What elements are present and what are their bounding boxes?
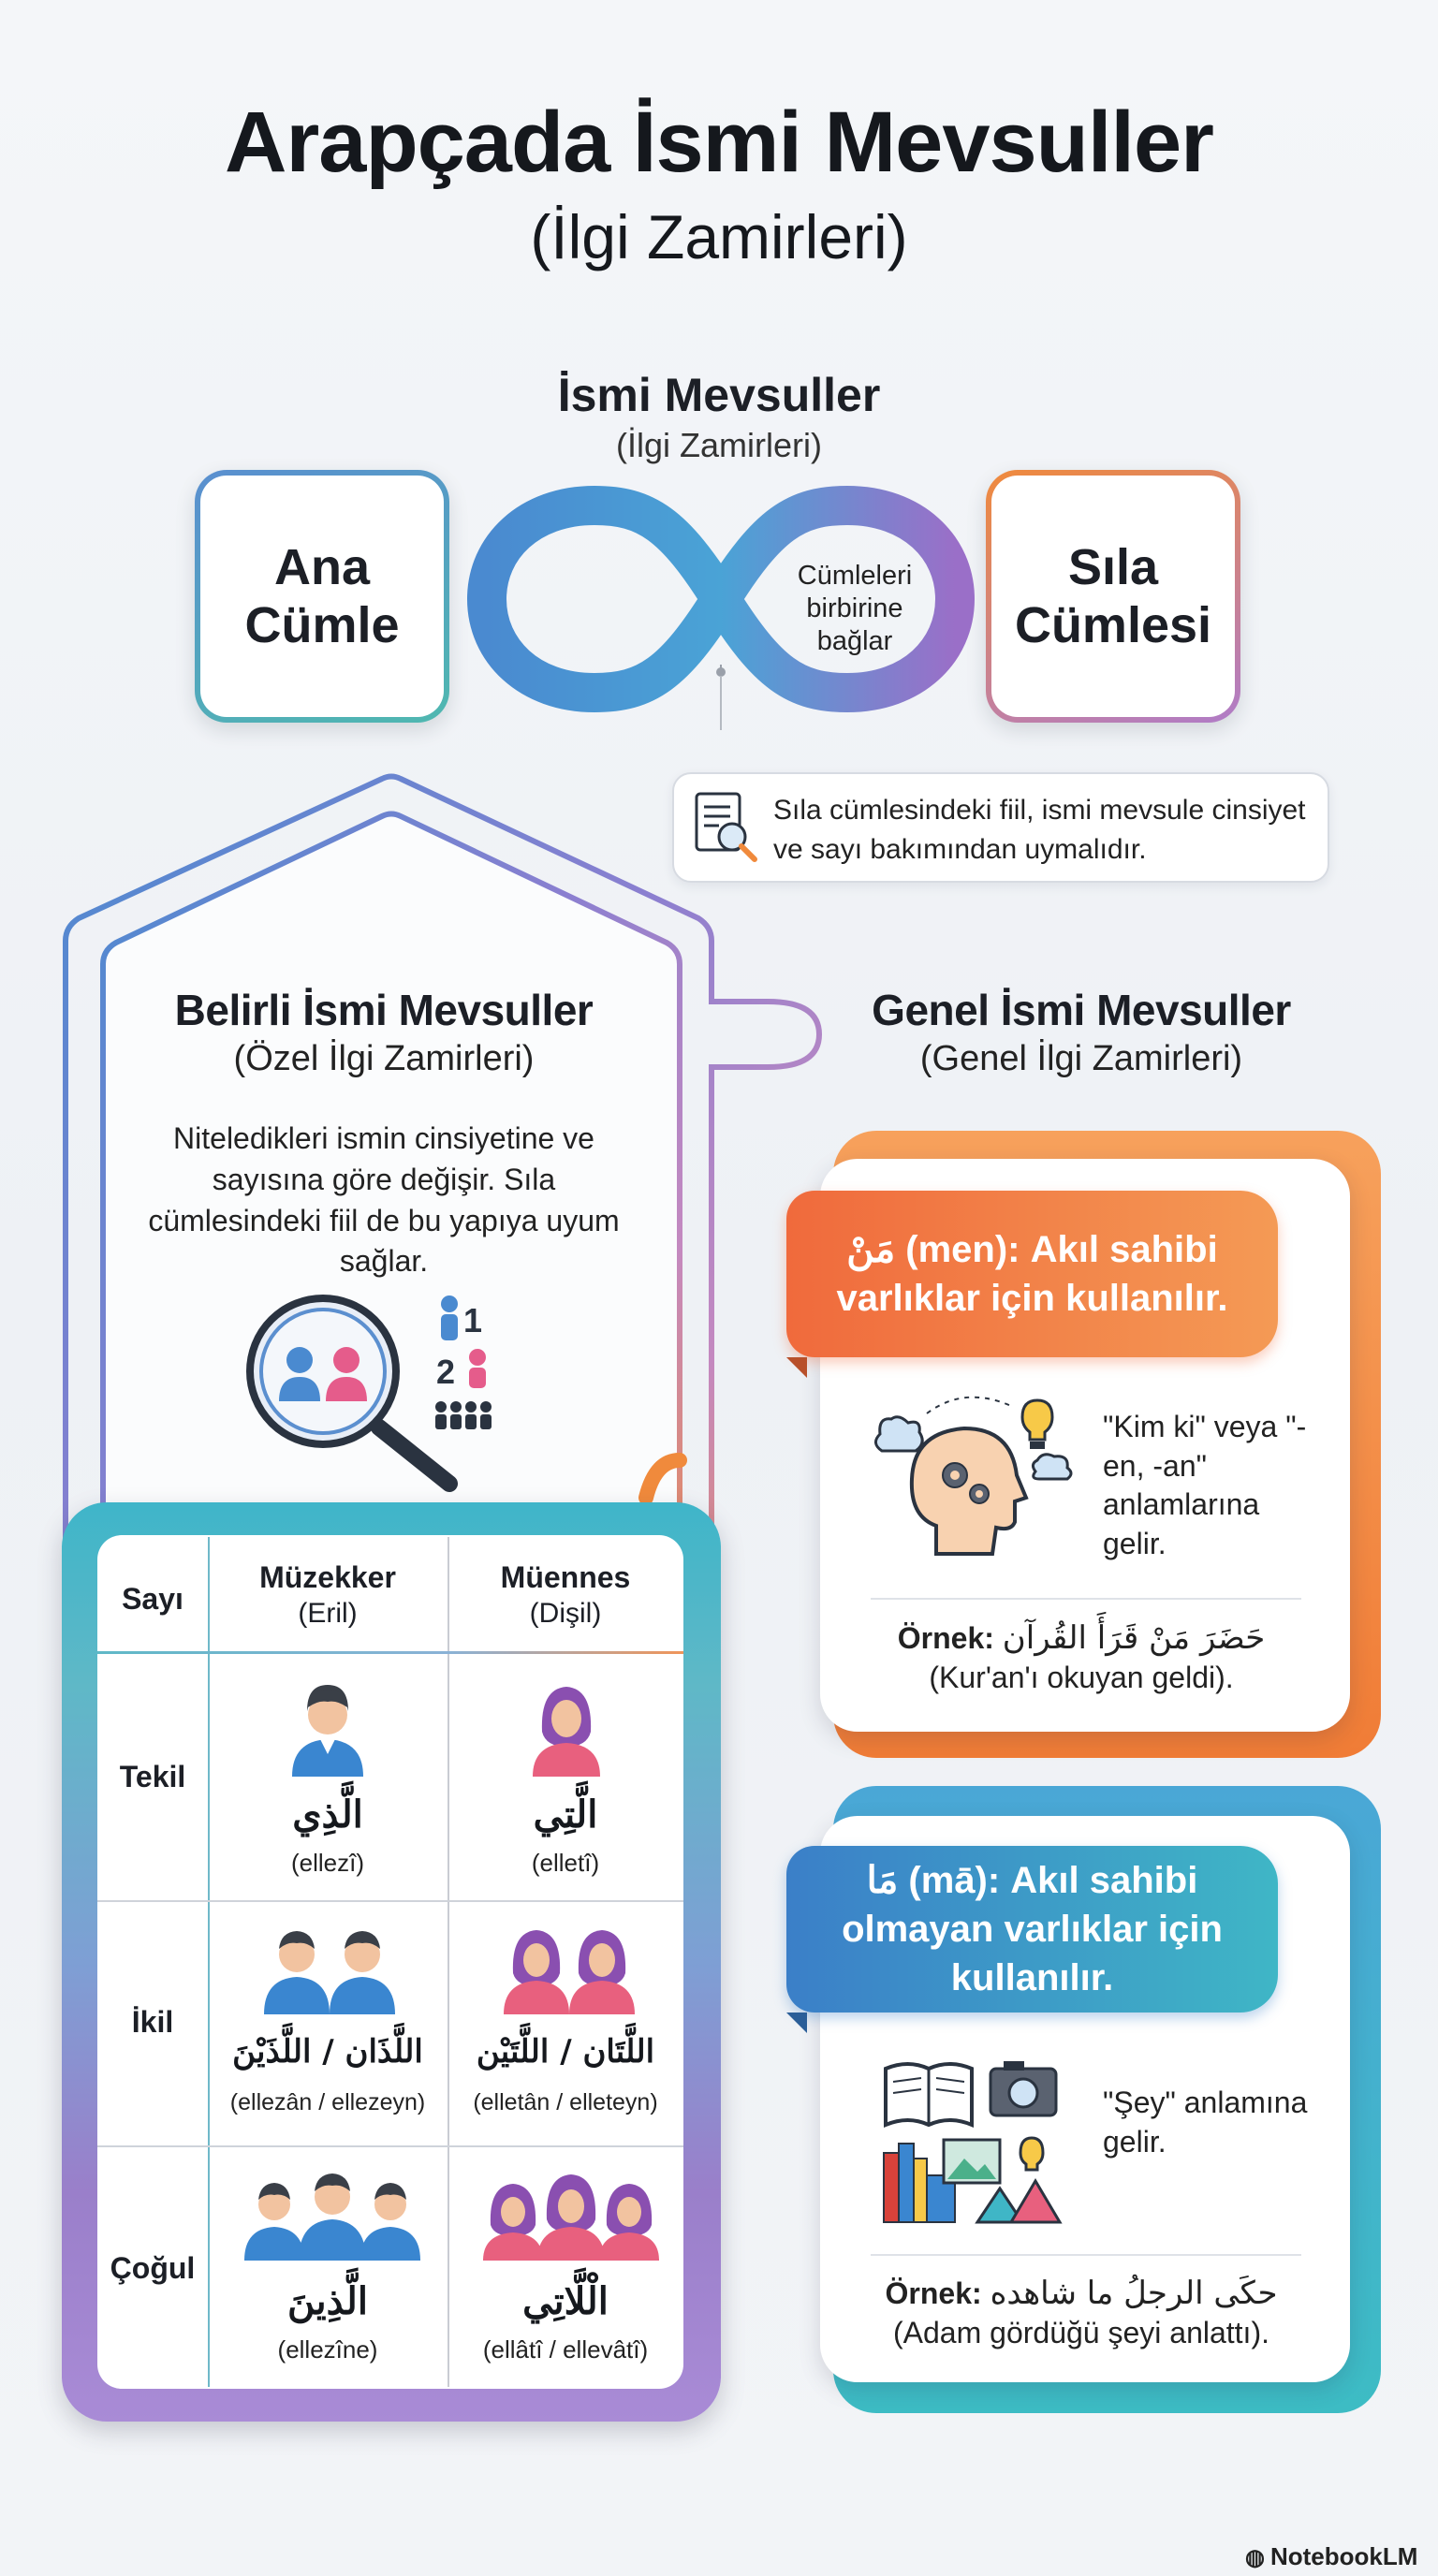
ikil-muzekker-arabic: اللَّذَان / اللَّذَيْنَ bbox=[232, 2033, 423, 2071]
cogul-muzekker-arabic: الَّذِينَ bbox=[287, 2279, 368, 2323]
notebooklm-icon: ◍ bbox=[1245, 2545, 1265, 2570]
plural-male-persons-icon bbox=[239, 2167, 426, 2261]
connector-label: Cümleleri birbirine bağlar bbox=[797, 561, 913, 656]
men-example-label: Örnek: bbox=[897, 1621, 994, 1655]
footer-brand: NotebookLM bbox=[1269, 2542, 1418, 2570]
ikil-muennes-translit: (elletân / elleteyn) bbox=[473, 2089, 658, 2115]
table-header-divider bbox=[97, 1651, 683, 1654]
genel-title: Genel İsmi Mevsuller bbox=[872, 986, 1291, 1034]
table-header-muennes bbox=[448, 1559, 683, 1632]
belirli-title: Belirli İsmi Mevsuller bbox=[174, 986, 594, 1034]
notebooklm-logo bbox=[1245, 2542, 1417, 2571]
ma-meaning: "Şey" anlamına gelir. bbox=[1103, 2086, 1308, 2159]
tekil-muzekker-translit: (ellezî) bbox=[290, 1849, 364, 1877]
belirli-description: Niteledikleri ismin cinsiyetine ve sayısına göre değişir. Sıla cümlesindeki fiil de bu yapıya uyum sağlar. bbox=[148, 1121, 620, 1279]
concept-title: İsmi Mevsuller bbox=[557, 369, 881, 421]
cogul-muennes-arabic: الْلَّاتِي bbox=[522, 2279, 609, 2323]
men-example-arabic: حَضَرَ مَنْ قَرَأَ القُرآن bbox=[1002, 1619, 1266, 1657]
number-one: 1 bbox=[463, 1301, 483, 1339]
ma-banner-fold bbox=[786, 2012, 807, 2033]
two-male-persons-icon bbox=[255, 1921, 404, 2014]
ma-example-arabic: حكَى الرجلُ ما شاهده bbox=[990, 2275, 1278, 2312]
tekil-muzekker-arabic: الَّذِي bbox=[292, 1793, 363, 1837]
ana-cumle-box: Ana Cümle bbox=[195, 470, 449, 723]
row-label-tekil: Tekil bbox=[119, 1760, 186, 1793]
muennes-label: Müennes bbox=[500, 1560, 631, 1594]
men-banner-text: (men): Akıl sahibi varlıklar için kullanılır. bbox=[836, 1229, 1228, 1319]
men-banner-fold bbox=[786, 1357, 807, 1378]
table-row-divider bbox=[97, 2145, 683, 2147]
ikil-muzekker-translit: (ellezân / ellezeyn) bbox=[229, 2089, 426, 2115]
ma-separator bbox=[871, 2254, 1301, 2256]
table-header-sayi: Sayı bbox=[122, 1582, 183, 1616]
sila-cumlesi-box: Sıla Cümlesi bbox=[986, 470, 1240, 723]
genel-subtitle: (Genel İlgi Zamirleri) bbox=[919, 1039, 1243, 1078]
ikil-muennes-arabic: اللَّتَان / اللَّتَيْن bbox=[476, 2033, 655, 2071]
men-banner-arabic: مَنْ bbox=[846, 1227, 896, 1271]
objects-collage-icon bbox=[880, 2050, 1067, 2228]
head-thinking-icon bbox=[871, 1385, 1077, 1563]
row-label-cogul: Çoğul bbox=[110, 2251, 196, 2285]
table-divider bbox=[448, 1537, 449, 2387]
men-meaning: "Kim ki" veya "-en, -an" anlamlarına gelir. bbox=[1103, 1410, 1307, 1560]
ma-banner bbox=[786, 1846, 1278, 2012]
ma-example bbox=[847, 2273, 1315, 2353]
row-label-ikil: İkil bbox=[131, 2005, 174, 2039]
page-title: Arapçada İsmi Mevsuller bbox=[225, 95, 1213, 190]
rule-note-text: Sıla cümlesindeki fiil, ismi mevsule cinsiyet ve sayı bakımından uymalıdır. bbox=[773, 795, 1306, 865]
muzekker-sublabel: (Eril) bbox=[298, 1598, 358, 1629]
two-female-persons-icon bbox=[494, 1921, 644, 2014]
muennes-sublabel: (Dişil) bbox=[529, 1598, 602, 1629]
cogul-muzekker-translit: (ellezîne) bbox=[277, 2335, 378, 2364]
concept-subtitle: (İlgi Zamirleri) bbox=[616, 426, 822, 464]
plural-female-persons-icon bbox=[477, 2167, 665, 2261]
female-person-icon bbox=[520, 1676, 613, 1778]
page-subtitle: (İlgi Zamirleri) bbox=[530, 202, 908, 271]
tekil-muennes-translit: (elletî) bbox=[531, 1849, 600, 1877]
belirli-subtitle: (Özel İlgi Zamirleri) bbox=[233, 1039, 535, 1078]
table-header-muzekker bbox=[208, 1559, 448, 1632]
ma-example-translation: (Adam gördüğü şeyi anlattı). bbox=[893, 2316, 1269, 2350]
table-row-divider bbox=[97, 1900, 683, 1902]
cogul-muennes-translit: (ellâtî / ellevâtî) bbox=[482, 2335, 649, 2364]
tekil-muennes-arabic: الَّتِي bbox=[533, 1793, 598, 1837]
table-divider bbox=[208, 1537, 210, 2387]
male-person-icon bbox=[281, 1676, 374, 1778]
men-example bbox=[847, 1617, 1315, 1698]
number-two: 2 bbox=[436, 1353, 456, 1391]
muzekker-label: Müzekker bbox=[259, 1560, 396, 1594]
ma-banner-text: (mā): Akıl sahibi olmayan varlıklar için kullanılır. bbox=[842, 1860, 1223, 1998]
ma-example-label: Örnek: bbox=[885, 2276, 982, 2310]
men-example-translation: (Kur'an'ı okuyan geldi). bbox=[929, 1661, 1234, 1695]
ma-banner-arabic: مَا bbox=[866, 1858, 899, 1902]
men-banner bbox=[786, 1191, 1278, 1357]
men-separator bbox=[871, 1598, 1301, 1600]
